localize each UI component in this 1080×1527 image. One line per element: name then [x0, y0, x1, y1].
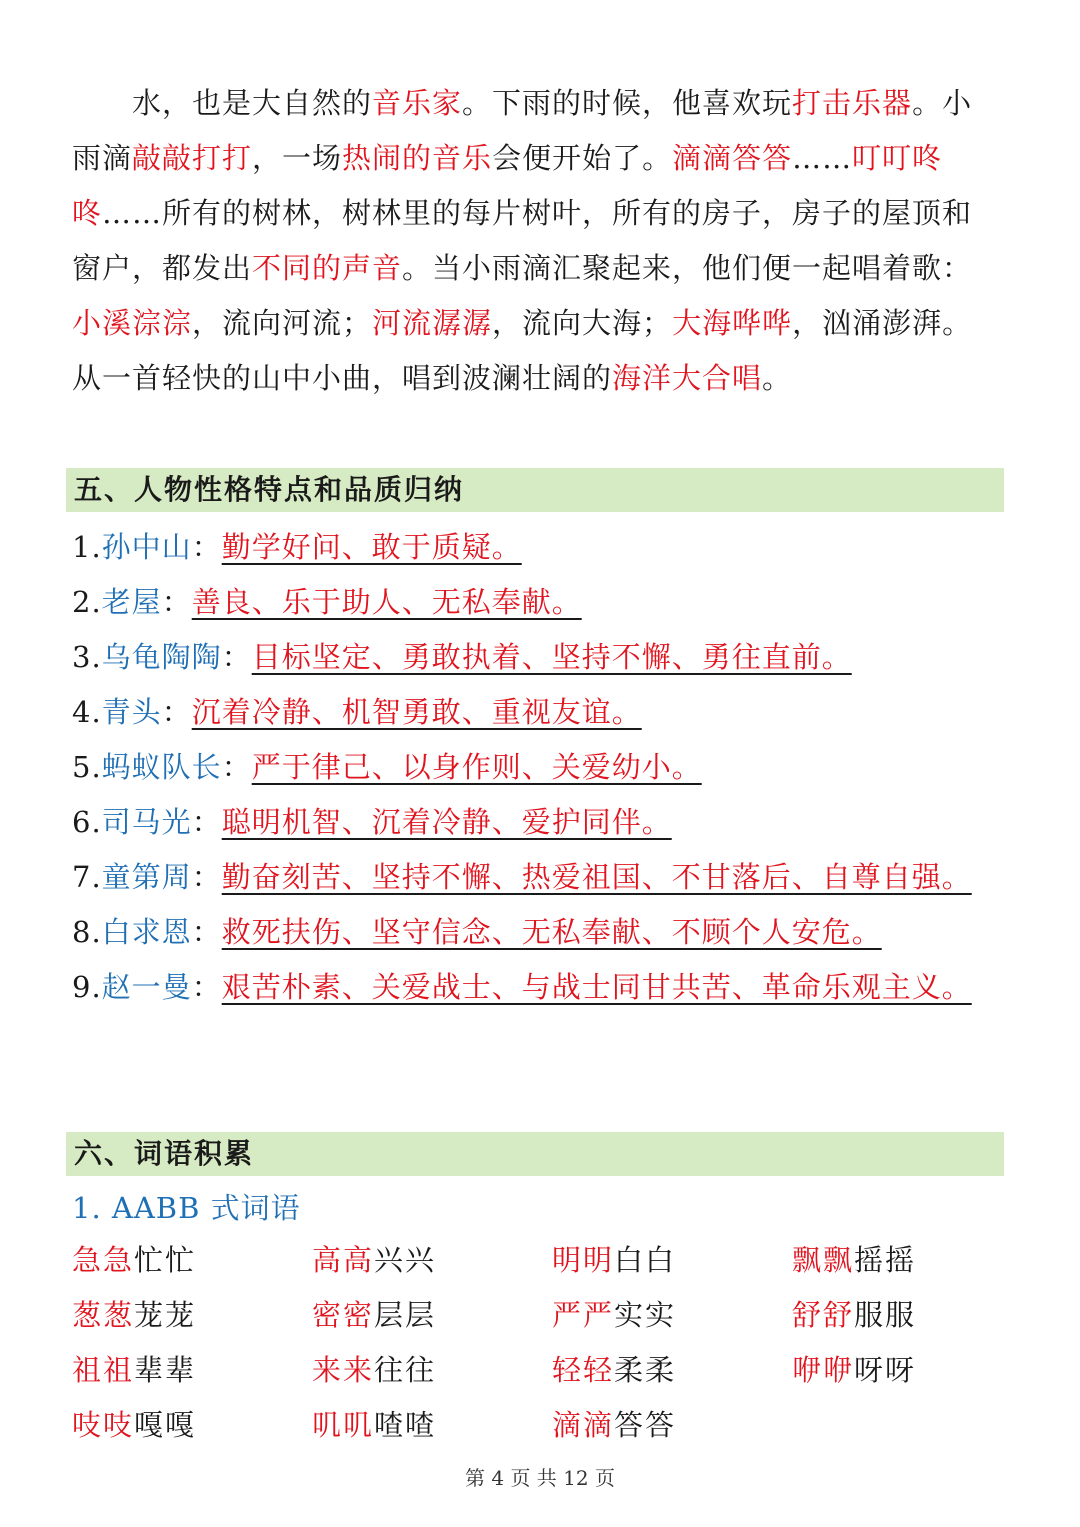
body-text: ，汹涌澎湃。从一首轻快的山中小曲，唱到波澜壮阔的 — [72, 306, 973, 395]
trait-number: 5. — [72, 750, 102, 784]
word-part-black: 服服 — [854, 1298, 917, 1332]
aabb-word — [312, 1348, 552, 1392]
word-part-black: 层层 — [374, 1298, 437, 1332]
body-text: 。小雨滴 — [72, 86, 973, 175]
highlight-text: 叮叮咚咚 — [72, 141, 943, 230]
highlight-text: 大海哗哗 — [672, 306, 793, 340]
aabb-word — [72, 1238, 312, 1282]
character-name: 蚂蚁队长 — [101, 750, 222, 784]
word-part-black: 辈辈 — [134, 1353, 197, 1387]
character-name: 老屋 — [101, 585, 162, 619]
word-part-black: 忙忙 — [134, 1243, 197, 1277]
highlight-text: 不同的声音 — [252, 251, 403, 285]
trait-answer: 勤奋刻苦、坚持不懈、热爱祖国、不甘落后、自尊自强。 — [221, 860, 972, 894]
body-text: 。 — [762, 361, 793, 395]
character-name: 孙中山 — [101, 530, 192, 564]
word-part-black: 嘎嘎 — [134, 1408, 197, 1442]
body-text: ……所有的树林，树林里的每片树叶，所有的房子，房子的屋顶和窗户，都发出 — [72, 196, 973, 285]
word-part-red: 祖祖 — [72, 1353, 135, 1387]
trait-number: 1. — [72, 530, 102, 564]
word-part-black: 实实 — [614, 1298, 677, 1332]
aabb-word-grid — [72, 1238, 992, 1447]
word-part-black: 白白 — [614, 1243, 677, 1277]
character-trait-list — [72, 520, 992, 1015]
highlight-text: 小溪淙淙 — [72, 306, 193, 340]
trait-item — [72, 850, 992, 905]
body-text: 。当小雨滴汇聚起来，他们便一起唱着歌： — [402, 251, 973, 285]
word-part-black: 茏茏 — [134, 1298, 197, 1332]
trait-item — [72, 905, 992, 960]
aabb-word — [552, 1348, 792, 1392]
trait-item — [72, 795, 992, 850]
word-part-red: 密密 — [312, 1298, 375, 1332]
word-part-red: 吱吱 — [72, 1408, 135, 1442]
word-part-red: 飘飘 — [792, 1243, 855, 1277]
word-part-red: 葱葱 — [72, 1298, 135, 1332]
aabb-word — [552, 1403, 792, 1447]
trait-answer: 救死扶伤、坚守信念、无私奉献、不顾个人安危。 — [221, 915, 882, 949]
aabb-word — [552, 1238, 792, 1282]
trait-answer: 严于律己、以身作则、关爱幼小。 — [251, 750, 702, 784]
trait-answer: 善良、乐于助人、无私奉献。 — [191, 585, 582, 619]
word-part-black: 兴兴 — [374, 1243, 437, 1277]
trait-answer: 艰苦朴素、关爱战士、与战士同甘共苦、革命乐观主义。 — [221, 970, 972, 1004]
aabb-word — [792, 1348, 992, 1392]
character-name: 童第周 — [101, 860, 192, 894]
body-text: 会便开始了。 — [492, 141, 673, 175]
trait-number: 7. — [72, 860, 102, 894]
trait-item — [72, 960, 992, 1015]
character-name: 白求恩 — [101, 915, 192, 949]
section-six-header: 六、词语积累 — [66, 1132, 1004, 1176]
highlight-text: 打击乐器 — [792, 86, 913, 120]
trait-number: 3. — [72, 640, 102, 674]
body-text: ，流向大海； — [492, 306, 673, 340]
highlight-text: 敲敲打打 — [132, 141, 253, 175]
highlight-text: 音乐家 — [372, 86, 463, 120]
word-part-red: 高高 — [312, 1243, 375, 1277]
trait-colon: ： — [221, 640, 252, 674]
body-text: 。下雨的时候，他喜欢玩 — [462, 86, 793, 120]
trait-item — [72, 520, 992, 575]
word-part-red: 舒舒 — [792, 1298, 855, 1332]
character-name: 乌龟陶陶 — [101, 640, 222, 674]
aabb-word — [312, 1403, 552, 1447]
trait-colon: ： — [161, 585, 192, 619]
body-text: ，一场 — [252, 141, 343, 175]
trait-number: 6. — [72, 805, 102, 839]
trait-colon: ： — [221, 750, 252, 784]
aabb-word — [792, 1238, 992, 1282]
character-name: 青头 — [101, 695, 162, 729]
trait-colon: ： — [191, 860, 222, 894]
trait-answer: 目标坚定、勇敢执着、坚持不懈、勇往直前。 — [251, 640, 852, 674]
word-part-black: 呀呀 — [854, 1353, 917, 1387]
aabb-word — [72, 1293, 312, 1337]
aabb-word — [792, 1293, 992, 1337]
word-part-black: 往往 — [374, 1353, 437, 1387]
page-footer: 第 4 页 共 12 页 — [465, 1466, 615, 1490]
aabb-word — [312, 1293, 552, 1337]
aabb-word — [72, 1348, 312, 1392]
aabb-word — [552, 1293, 792, 1337]
trait-colon: ： — [191, 805, 222, 839]
word-part-red: 轻轻 — [552, 1353, 615, 1387]
trait-item — [72, 630, 992, 685]
trait-answer: 聪明机智、沉着冷静、爱护同伴。 — [221, 805, 672, 839]
trait-colon: ： — [191, 915, 222, 949]
word-part-red: 急急 — [72, 1243, 135, 1277]
highlight-text: 河流潺潺 — [372, 306, 493, 340]
body-text: 水，也是大自然的 — [132, 86, 373, 120]
aabb-word — [312, 1238, 552, 1282]
highlight-text: 热闹的音乐 — [342, 141, 493, 175]
trait-colon: ： — [161, 695, 192, 729]
trait-colon: ： — [191, 530, 222, 564]
word-part-black: 柔柔 — [614, 1353, 677, 1387]
trait-item — [72, 575, 992, 630]
trait-number: 9. — [72, 970, 102, 1004]
word-part-black: 喳喳 — [374, 1408, 437, 1442]
word-part-black: 摇摇 — [854, 1243, 917, 1277]
body-text: …… — [792, 141, 853, 175]
word-part-red: 来来 — [312, 1353, 375, 1387]
trait-number: 8. — [72, 915, 102, 949]
character-name: 赵一曼 — [101, 970, 192, 1004]
word-part-red: 叽叽 — [312, 1408, 375, 1442]
trait-colon: ： — [191, 970, 222, 1004]
word-part-red: 咿咿 — [792, 1353, 855, 1387]
body-text: ，流向河流； — [192, 306, 373, 340]
word-part-red: 明明 — [552, 1243, 615, 1277]
trait-answer: 勤学好问、敢于质疑。 — [221, 530, 522, 564]
aabb-word — [72, 1403, 312, 1447]
trait-number: 4. — [72, 695, 102, 729]
story-paragraph — [72, 76, 992, 406]
trait-answer: 沉着冷静、机智勇敢、重视友谊。 — [191, 695, 642, 729]
word-part-red: 滴滴 — [552, 1408, 615, 1442]
trait-item — [72, 740, 992, 795]
word-part-black: 答答 — [614, 1408, 677, 1442]
highlight-text: 滴滴答答 — [672, 141, 793, 175]
word-part-red: 严严 — [552, 1298, 615, 1332]
section-five-header: 五、人物性格特点和品质归纳 — [66, 468, 1004, 512]
highlight-text: 海洋大合唱 — [612, 361, 763, 395]
trait-item — [72, 685, 992, 740]
character-name: 司马光 — [101, 805, 192, 839]
trait-number: 2. — [72, 585, 102, 619]
aabb-subtitle: 1. AABB 式词语 — [72, 1191, 301, 1225]
